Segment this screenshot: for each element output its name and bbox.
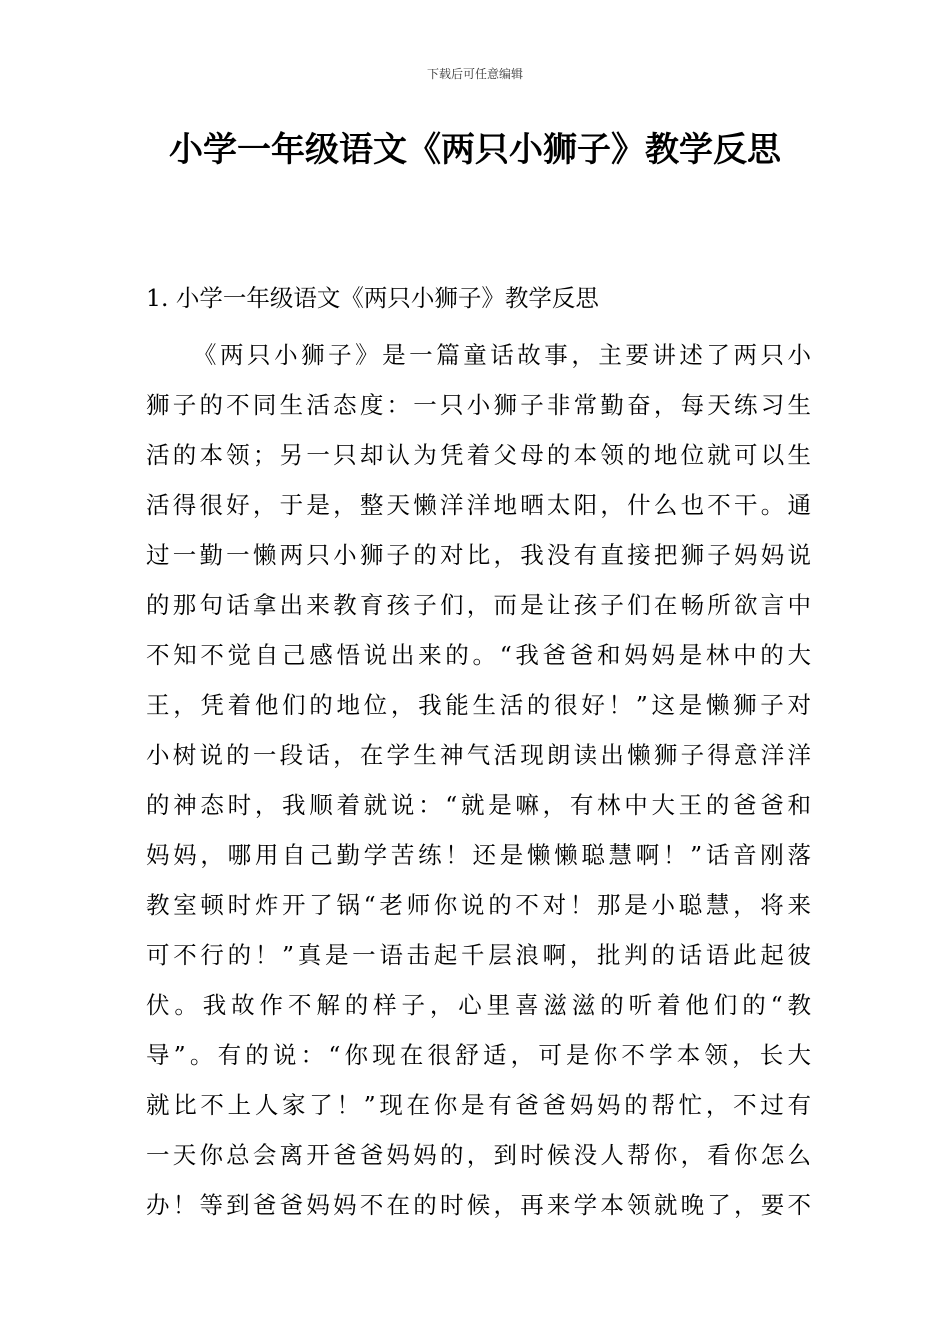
paragraph-line: 就比不上人家了！”现在你是有爸爸妈妈的帮忙，不过有 xyxy=(146,1091,811,1119)
body-paragraph xyxy=(146,330,811,1230)
section-heading: 1. 小学一年级语文《两只小狮子》教学反思 xyxy=(146,284,599,312)
paragraph-line: 不知不觉自己感悟说出来的。“我爸爸和妈妈是林中的大 xyxy=(146,641,811,669)
paragraph-line: 小树说的一段话，在学生神气活现朗读出懒狮子得意洋洋 xyxy=(146,741,811,769)
paragraph-line: 活得很好，于是，整天懒洋洋地晒太阳，什么也不干。通 xyxy=(146,491,811,519)
header-note: 下载后可任意编辑 xyxy=(426,67,523,81)
paragraph-line: 伏。我故作不解的样子，心里喜滋滋的听着他们的“教 xyxy=(146,991,811,1019)
paragraph-line: 可不行的！”真是一语击起千层浪啊，批判的话语此起彼 xyxy=(146,941,811,969)
paragraph-line: 狮子的不同生活态度：一只小狮子非常勤奋，每天练习生 xyxy=(146,391,811,419)
paragraph-line: 导”。有的说：“你现在很舒适，可是你不学本领，长大 xyxy=(146,1041,811,1069)
paragraph-line: 王，凭着他们的地位，我能生活的很好！”这是懒狮子对 xyxy=(146,691,811,719)
paragraph-line: 过一勤一懒两只小狮子的对比，我没有直接把狮子妈妈说 xyxy=(146,541,811,569)
paragraph-line: 的神态时，我顺着就说：“就是嘛，有林中大王的爸爸和 xyxy=(146,791,811,819)
paragraph-line: 的那句话拿出来教育孩子们，而是让孩子们在畅所欲言中 xyxy=(146,591,811,619)
paragraph-line: 妈妈，哪用自己勤学苦练！还是懒懒聪慧啊！”话音刚落 xyxy=(146,841,811,869)
paragraph-line: 办！等到爸爸妈妈不在的时候，再来学本领就晚了，要不 xyxy=(146,1191,811,1219)
paragraph-line: 活的本领；另一只却认为凭着父母的本领的地位就可以生 xyxy=(146,441,811,469)
paragraph-line: 一天你总会离开爸爸妈妈的，到时候没人帮你，看你怎么 xyxy=(146,1141,811,1169)
paragraph-line: 教室顿时炸开了锅“老师你说的不对！那是小聪慧，将来 xyxy=(146,891,811,919)
paragraph-line: 《两只小狮子》是一篇童话故事，主要讲述了两只小 xyxy=(193,341,811,369)
document-title: 小学一年级语文《两只小狮子》教学反思 xyxy=(169,130,781,170)
